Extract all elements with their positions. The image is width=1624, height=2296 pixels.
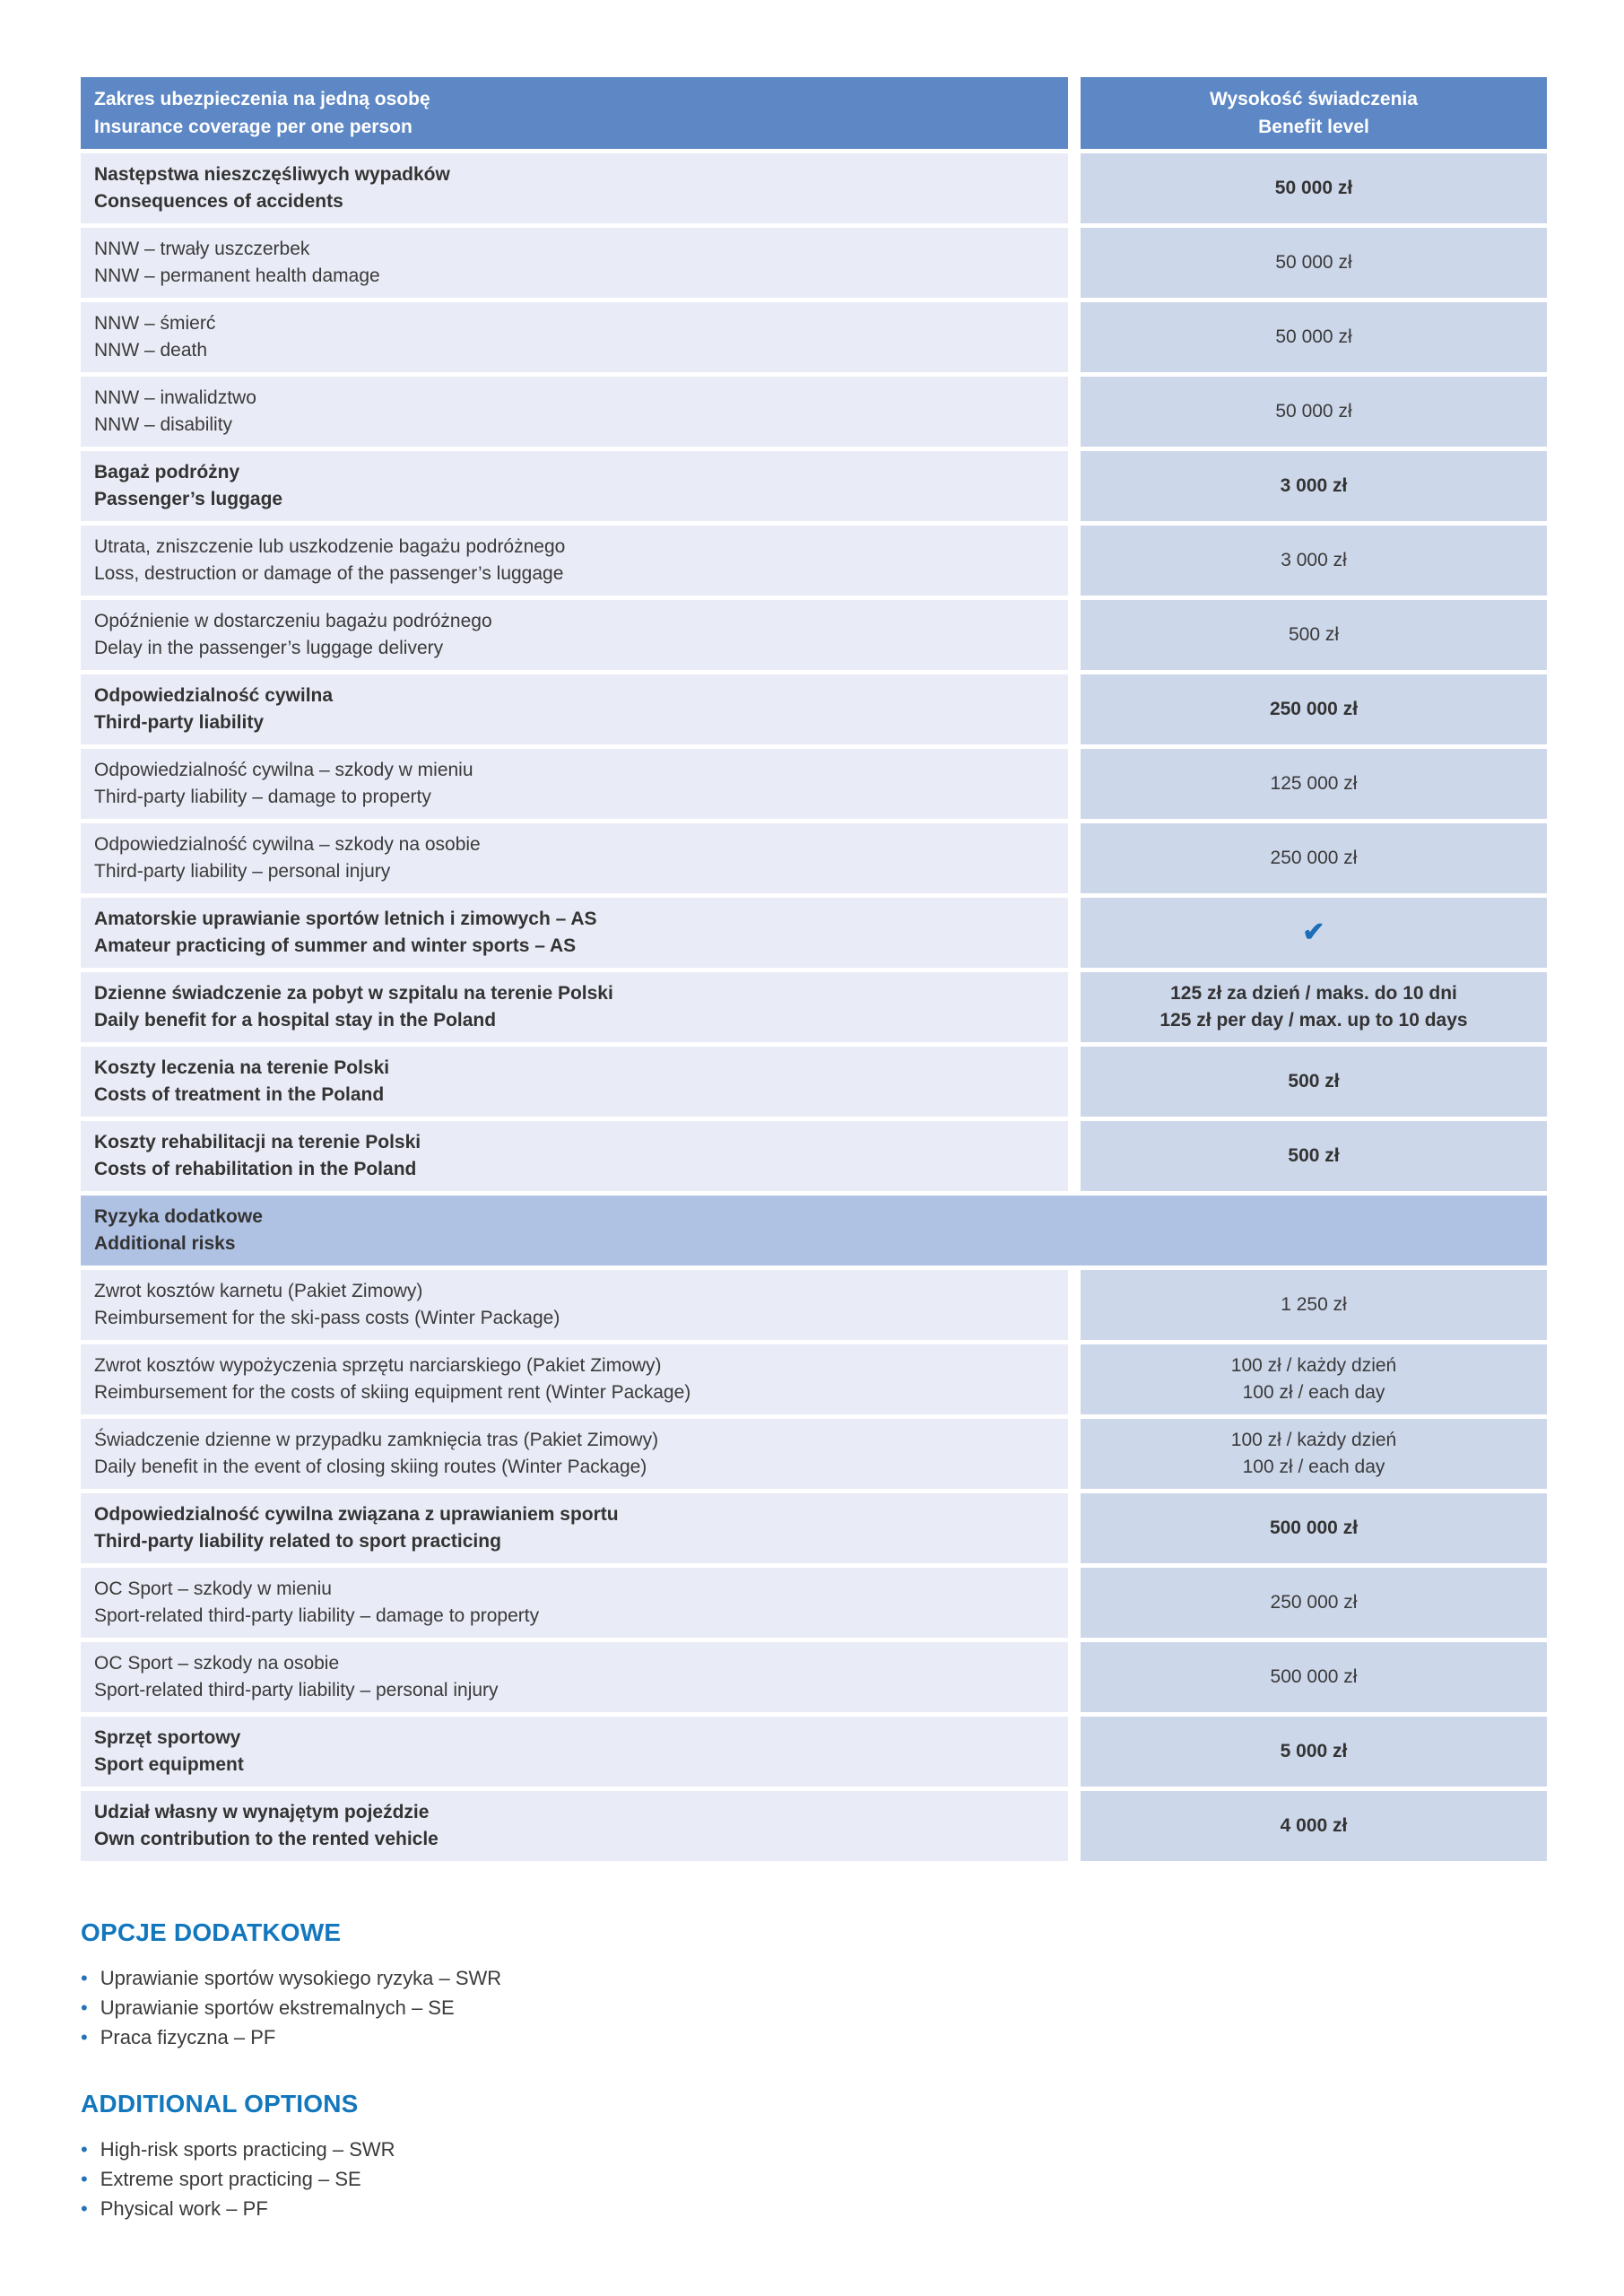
table-row — [81, 1270, 1547, 1340]
benefit-value: 500 zł — [1288, 624, 1340, 645]
table-row — [81, 377, 1547, 447]
coverage-label-pl: Zwrot kosztów karnetu (Pakiet Zimowy) — [94, 1281, 423, 1301]
coverage-label-pl: Amatorskie uprawianie sportów letnich i zimowych – AS — [94, 909, 597, 929]
coverage-label-en: Third-party liability – damage to property — [94, 787, 431, 807]
table-row — [81, 153, 1547, 223]
table-row — [81, 823, 1547, 893]
coverage-label-en: Third-party liability – personal injury — [94, 861, 391, 882]
coverage-label-pl: NNW – śmierć — [94, 313, 216, 334]
coverage-label-en: Loss, destruction or damage of the passenger’s luggage — [94, 563, 564, 584]
option-label: Physical work – PF — [100, 2197, 268, 2220]
coverage-label-en: Consequences of accidents — [94, 191, 343, 212]
benefit-value: 125 000 zł — [1270, 773, 1358, 794]
coverage-label-pl: Świadczenie dzienne w przypadku zamknięcia tras (Pakiet Zimowy) — [94, 1430, 659, 1450]
additional-options-list-en — [81, 2135, 1547, 2223]
table-header-row — [81, 77, 1547, 149]
benefit-value: 500 000 zł — [1269, 1518, 1359, 1538]
coverage-label-pl: Sprzęt sportowy — [94, 1727, 241, 1748]
check-icon: ✔ — [1302, 918, 1325, 947]
header-benefit-pl: Wysokość świadczenia — [1210, 89, 1418, 109]
option-label: Uprawianie sportów ekstremalnych – SE — [100, 1996, 455, 2019]
table-row — [81, 1121, 1547, 1191]
coverage-label-pl: NNW – trwały uszczerbek — [94, 239, 310, 259]
table-row — [81, 1568, 1547, 1638]
benefit-value: 500 000 zł — [1270, 1666, 1358, 1687]
benefit-value: 500 zł — [1288, 1145, 1340, 1166]
coverage-label-en: Daily benefit for a hospital stay in the Poland — [94, 1010, 497, 1031]
coverage-label-en: Third-party liability — [94, 712, 265, 733]
table-row — [81, 898, 1547, 968]
insurance-coverage-table — [81, 77, 1547, 1861]
coverage-label-en: Sport-related third-party liability – personal injury — [94, 1680, 499, 1700]
coverage-label-en: Costs of treatment in the Poland — [94, 1084, 385, 1105]
header-benefit-en: Benefit level — [1258, 117, 1369, 137]
coverage-label-en: Third-party liability related to sport practicing — [94, 1531, 501, 1552]
table-row — [81, 972, 1547, 1042]
benefit-value-en: 125 zł per day / max. up to 10 days — [1159, 1010, 1468, 1031]
option-label: Uprawianie sportów wysokiego ryzyka – SWR — [100, 1967, 502, 1989]
benefit-value: 4 000 zł — [1280, 1815, 1348, 1836]
bullet-icon: • — [81, 2138, 88, 2161]
coverage-label-pl: Koszty leczenia na terenie Polski — [94, 1057, 390, 1078]
coverage-label-pl: Bagaż podróżny — [94, 462, 240, 483]
coverage-label-en: Sport-related third-party liability – damage to property — [94, 1605, 540, 1626]
coverage-label-pl: Dzienne świadczenie za pobyt w szpitalu na terenie Polski — [94, 983, 613, 1004]
option-label: Extreme sport practicing – SE — [100, 2168, 361, 2190]
benefit-value: 3 000 zł — [1280, 475, 1348, 496]
benefit-value: 5 000 zł — [1280, 1741, 1348, 1761]
coverage-label-en: NNW – permanent health damage — [94, 265, 380, 286]
option-label: Praca fizyczna – PF — [100, 2026, 276, 2048]
benefit-value: 100 zł / każdy dzień — [1230, 1430, 1397, 1450]
table-row — [81, 302, 1547, 372]
bullet-icon: • — [81, 1967, 88, 1989]
table-row — [81, 749, 1547, 819]
benefit-value: 50 000 zł — [1275, 401, 1352, 422]
bullet-icon: • — [81, 1996, 88, 2019]
benefit-value-en: 100 zł / each day — [1242, 1457, 1385, 1477]
coverage-label-en: Daily benefit in the event of closing skiing routes (Winter Package) — [94, 1457, 647, 1477]
coverage-label-pl: Odpowiedzialność cywilna – szkody w mieniu — [94, 760, 473, 780]
section-band-additional-risks — [81, 1196, 1547, 1265]
table-row — [81, 526, 1547, 596]
benefit-value-en: 100 zł / each day — [1242, 1382, 1385, 1403]
benefit-value: 125 zł za dzień / maks. do 10 dni — [1170, 983, 1457, 1004]
table-row — [81, 1717, 1547, 1787]
table-row — [81, 1493, 1547, 1563]
table-row — [81, 1791, 1547, 1861]
bullet-icon: • — [81, 2197, 88, 2220]
benefit-value: 100 zł / każdy dzień — [1230, 1355, 1397, 1376]
benefit-value: 1 250 zł — [1281, 1294, 1347, 1315]
additional-options-title-pl: OPCJE DODATKOWE — [81, 1918, 342, 1946]
table-row — [81, 451, 1547, 521]
coverage-label-en: Reimbursement for the ski-pass costs (Winter Package) — [94, 1308, 560, 1328]
coverage-label-pl: Udział własny w wynajętym pojeździe — [94, 1802, 430, 1822]
table-row — [81, 228, 1547, 298]
list-item — [81, 2164, 1547, 2194]
bullet-icon: • — [81, 2168, 88, 2190]
coverage-label-en: Costs of rehabilitation in the Poland — [94, 1159, 417, 1179]
header-coverage-en: Insurance coverage per one person — [94, 117, 413, 137]
coverage-label-en: NNW – death — [94, 340, 208, 361]
coverage-label-en: Delay in the passenger’s luggage delivery — [94, 638, 444, 658]
coverage-label-pl: Odpowiedzialność cywilna – szkody na osobie — [94, 834, 481, 855]
list-item — [81, 1963, 1547, 1993]
benefit-value: 3 000 zł — [1281, 550, 1347, 570]
coverage-label-pl: Koszty rehabilitacji na terenie Polski — [94, 1132, 421, 1152]
table-row — [81, 1047, 1547, 1117]
coverage-label-pl: Utrata, zniszczenie lub uszkodzenie bagażu podróżnego — [94, 536, 566, 557]
benefit-value: 250 000 zł — [1270, 1592, 1358, 1613]
coverage-label-pl: Następstwa nieszczęśliwych wypadków — [94, 164, 450, 185]
table-row — [81, 600, 1547, 670]
benefit-value: 50 000 zł — [1274, 178, 1353, 198]
coverage-label-pl: Odpowiedzialność cywilna — [94, 685, 334, 706]
table-row — [81, 1419, 1547, 1489]
list-item — [81, 2194, 1547, 2223]
benefit-value: 50 000 zł — [1275, 326, 1352, 347]
list-item — [81, 2135, 1547, 2164]
header-benefit-cell — [1081, 77, 1547, 149]
coverage-label-en: Own contribution to the rented vehicle — [94, 1829, 439, 1849]
table-row — [81, 674, 1547, 744]
bullet-icon: • — [81, 2026, 88, 2048]
option-label: High-risk sports practicing – SWR — [100, 2138, 395, 2161]
coverage-label-en: Amateur practicing of summer and winter sports – AS — [94, 935, 577, 956]
list-item — [81, 2022, 1547, 2052]
list-item — [81, 1993, 1547, 2022]
table-row — [81, 1642, 1547, 1712]
coverage-label-en: NNW – disability — [94, 414, 233, 435]
benefit-value: 250 000 zł — [1269, 699, 1359, 719]
coverage-label-en: Passenger’s luggage — [94, 489, 283, 509]
coverage-label-pl: NNW – inwalidztwo — [94, 387, 256, 408]
benefit-value: 500 zł — [1288, 1071, 1340, 1091]
coverage-label-pl: Odpowiedzialność cywilna związana z uprawianiem sportu — [94, 1504, 619, 1525]
coverage-label-pl: OC Sport – szkody w mieniu — [94, 1578, 332, 1599]
band-label-pl: Ryzyka dodatkowe — [94, 1206, 263, 1227]
additional-options-list-pl — [81, 1963, 1547, 2052]
additional-options-title-en: ADDITIONAL OPTIONS — [81, 2090, 359, 2118]
table-row — [81, 1344, 1547, 1414]
header-coverage-cell — [81, 77, 1068, 149]
coverage-label-pl: OC Sport – szkody na osobie — [94, 1653, 340, 1674]
coverage-label-pl: Opóźnienie w dostarczeniu bagażu podróżnego — [94, 611, 492, 631]
coverage-label-pl: Zwrot kosztów wypożyczenia sprzętu narciarskiego (Pakiet Zimowy) — [94, 1355, 662, 1376]
band-label-en: Additional risks — [94, 1233, 236, 1254]
benefit-value: 50 000 zł — [1275, 252, 1352, 273]
coverage-label-en: Reimbursement for the costs of skiing equipment rent (Winter Package) — [94, 1382, 691, 1403]
benefit-value: 250 000 zł — [1270, 848, 1358, 868]
coverage-label-en: Sport equipment — [94, 1754, 244, 1775]
header-coverage-pl: Zakres ubezpieczenia na jedną osobę — [94, 89, 430, 109]
